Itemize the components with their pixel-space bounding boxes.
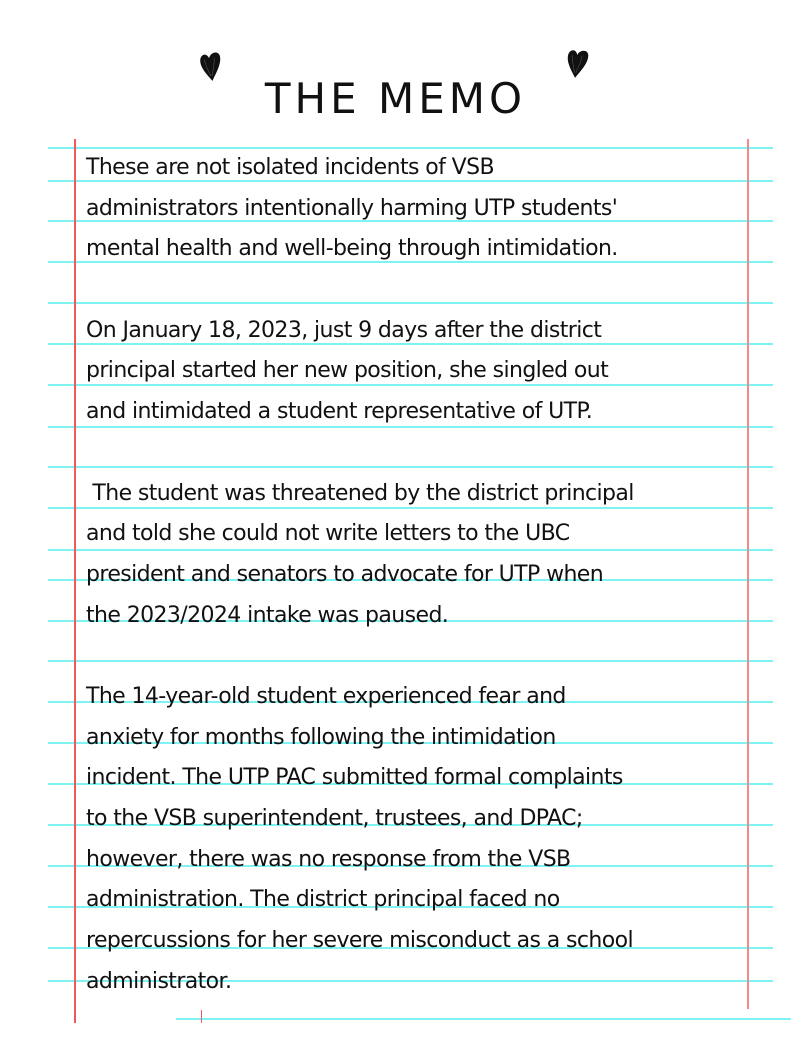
paragraph: [86, 677, 751, 1003]
memo-body: [86, 148, 751, 1043]
text-line: incident. The UTP PAC submitted formal complaints: [86, 765, 623, 791]
text-line: administration. The district principal faced no: [86, 887, 560, 913]
text-line: however, there was no response from the VSB: [86, 846, 571, 872]
text-line: president and senators to advocate for UTP when: [86, 561, 604, 587]
left-margin-line: [74, 139, 76, 1023]
text-line: administrator.: [86, 968, 232, 994]
title-text: THE MEMO: [264, 74, 527, 123]
page-title: [0, 74, 791, 124]
text-line: and intimidated a student representative of UTP.: [86, 399, 593, 425]
text-line: principal started her new position, she singled out: [86, 358, 609, 384]
paragraph: [86, 474, 751, 637]
text-line: anxiety for months following the intimidation: [86, 724, 556, 750]
text-line: the 2023/2024 intake was paused.: [86, 602, 449, 628]
text-line: mental health and well-being through intimidation.: [86, 236, 618, 262]
paragraph: [86, 148, 751, 270]
text-line: to the VSB superintendent, trustees, and DPAC;: [86, 806, 583, 831]
text-line: administrators intentionally harming UTP students': [86, 195, 618, 221]
text-line: repercussions for her severe misconduct as a school: [86, 928, 633, 954]
text-line: The student was threatened by the district principal: [86, 480, 634, 506]
text-line: These are not isolated incidents of VSB: [86, 155, 494, 180]
paragraph: [86, 311, 751, 433]
text-line: and told she could not write letters to the UBC: [86, 521, 570, 547]
text-line: The 14-year-old student experienced fear and: [86, 683, 566, 709]
text-line: On January 18, 2023, just 9 days after the district: [86, 317, 602, 343]
